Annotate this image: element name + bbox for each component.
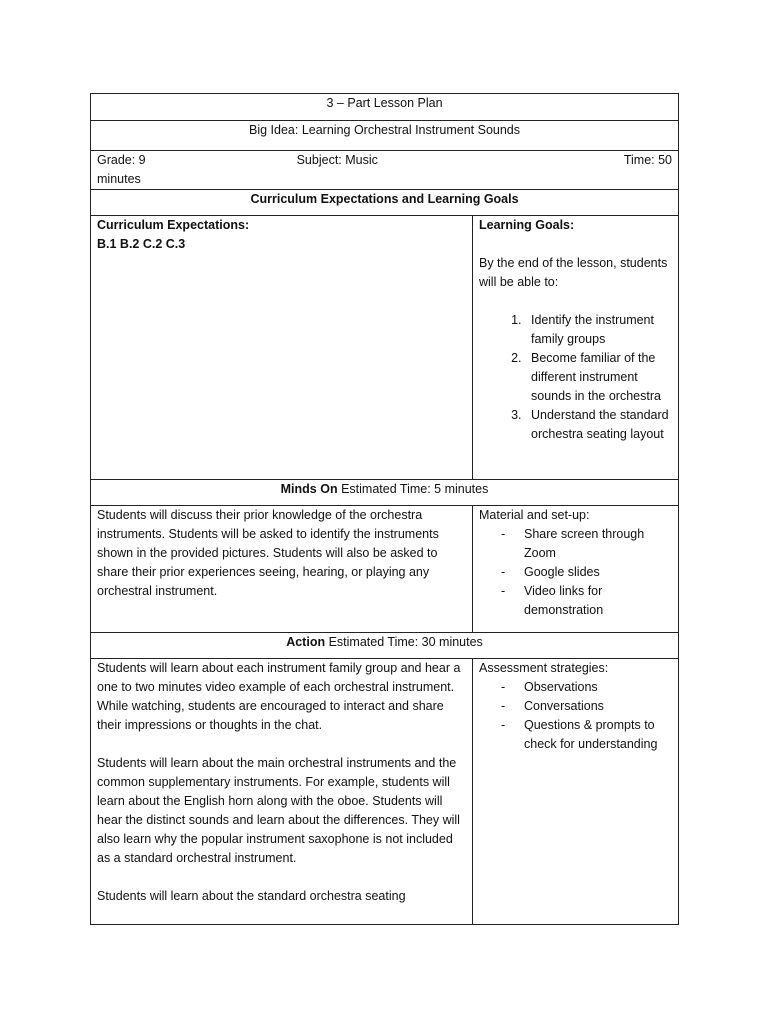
section-curriculum-heading: Curriculum Expectations and Learning Goals	[91, 190, 679, 216]
minds-on-estimate: Estimated Time: 5 minutes	[337, 482, 489, 496]
material-item: - Google slides	[501, 563, 672, 582]
materials-heading: Material and set-up:	[479, 508, 590, 522]
action-label: Action	[286, 635, 326, 649]
learning-goals-intro: By the end of the lesson, students will be able to:	[479, 256, 668, 289]
grade-subject-time-row	[91, 151, 679, 190]
material-item: - Share screen through Zoom	[501, 525, 672, 563]
grade-label: Grade: 9	[97, 153, 146, 167]
minds-on-heading	[91, 480, 679, 506]
learning-goal-item: 2. Become familiar of the different instrument sounds in the orchestra	[525, 349, 672, 406]
learning-goal-item: 3. Understand the standard orchestra seating layout	[525, 406, 672, 444]
learning-goals-heading: Learning Goals:	[479, 218, 575, 232]
curriculum-codes: B.1 B.2 C.2 C.3	[97, 237, 186, 251]
learning-goals-list	[479, 311, 672, 444]
action-estimate: Estimated Time: 30 minutes	[325, 635, 483, 649]
lesson-plan-table	[90, 93, 679, 925]
minds-on-label: Minds On	[280, 482, 338, 496]
assessment-list	[479, 678, 672, 754]
minds-on-body: Students will discuss their prior knowledge of the orchestra instruments. Students will be asked to identify the instruments shown in the provided pictures. Students will also be asked to share their prior experiences seeing, hearing, or playing any orchestral instrument.	[91, 506, 473, 633]
time-unit: minutes	[97, 172, 141, 186]
action-paragraph: Students will learn about each instrument family group and hear a one to two minutes video example of each orchestral instrument. While watching, students are encouraged to interact and share their impressions or thoughts in the chat.	[97, 661, 461, 732]
assessment-item: - Observations	[501, 678, 672, 697]
learning-goal-item: 1. Identify the instrument family groups	[525, 311, 672, 349]
subject-label: Subject: Music	[296, 153, 378, 167]
material-item: - Video links for demonstration	[501, 582, 672, 620]
action-paragraph: Students will learn about the standard orchestra seating	[97, 889, 406, 903]
assessment-item: - Conversations	[501, 697, 672, 716]
action-paragraph: Students will learn about the main orchestral instruments and the common supplementary instruments. For example, students will learn about the English horn along with the oboe. Students will hear the distinct sounds and learn about the differences. They will also learn why the popular instrument saxophone is not included as a standard orchestral instrument.	[97, 756, 460, 865]
action-heading	[91, 633, 679, 659]
big-idea: Big Idea: Learning Orchestral Instrument Sounds	[91, 121, 679, 151]
assessment-item: - Questions & prompts to check for understanding	[501, 716, 672, 754]
assessment-cell	[473, 659, 679, 925]
action-body	[91, 659, 473, 925]
curriculum-heading: Curriculum Expectations:	[97, 218, 250, 232]
materials-list	[479, 525, 672, 620]
learning-goals-cell	[473, 216, 679, 480]
doc-title: 3 – Part Lesson Plan	[91, 94, 679, 121]
assessment-heading: Assessment strategies:	[479, 661, 609, 675]
curriculum-cell	[91, 216, 473, 480]
materials-cell	[473, 506, 679, 633]
time-label: Time: 50	[623, 153, 672, 167]
